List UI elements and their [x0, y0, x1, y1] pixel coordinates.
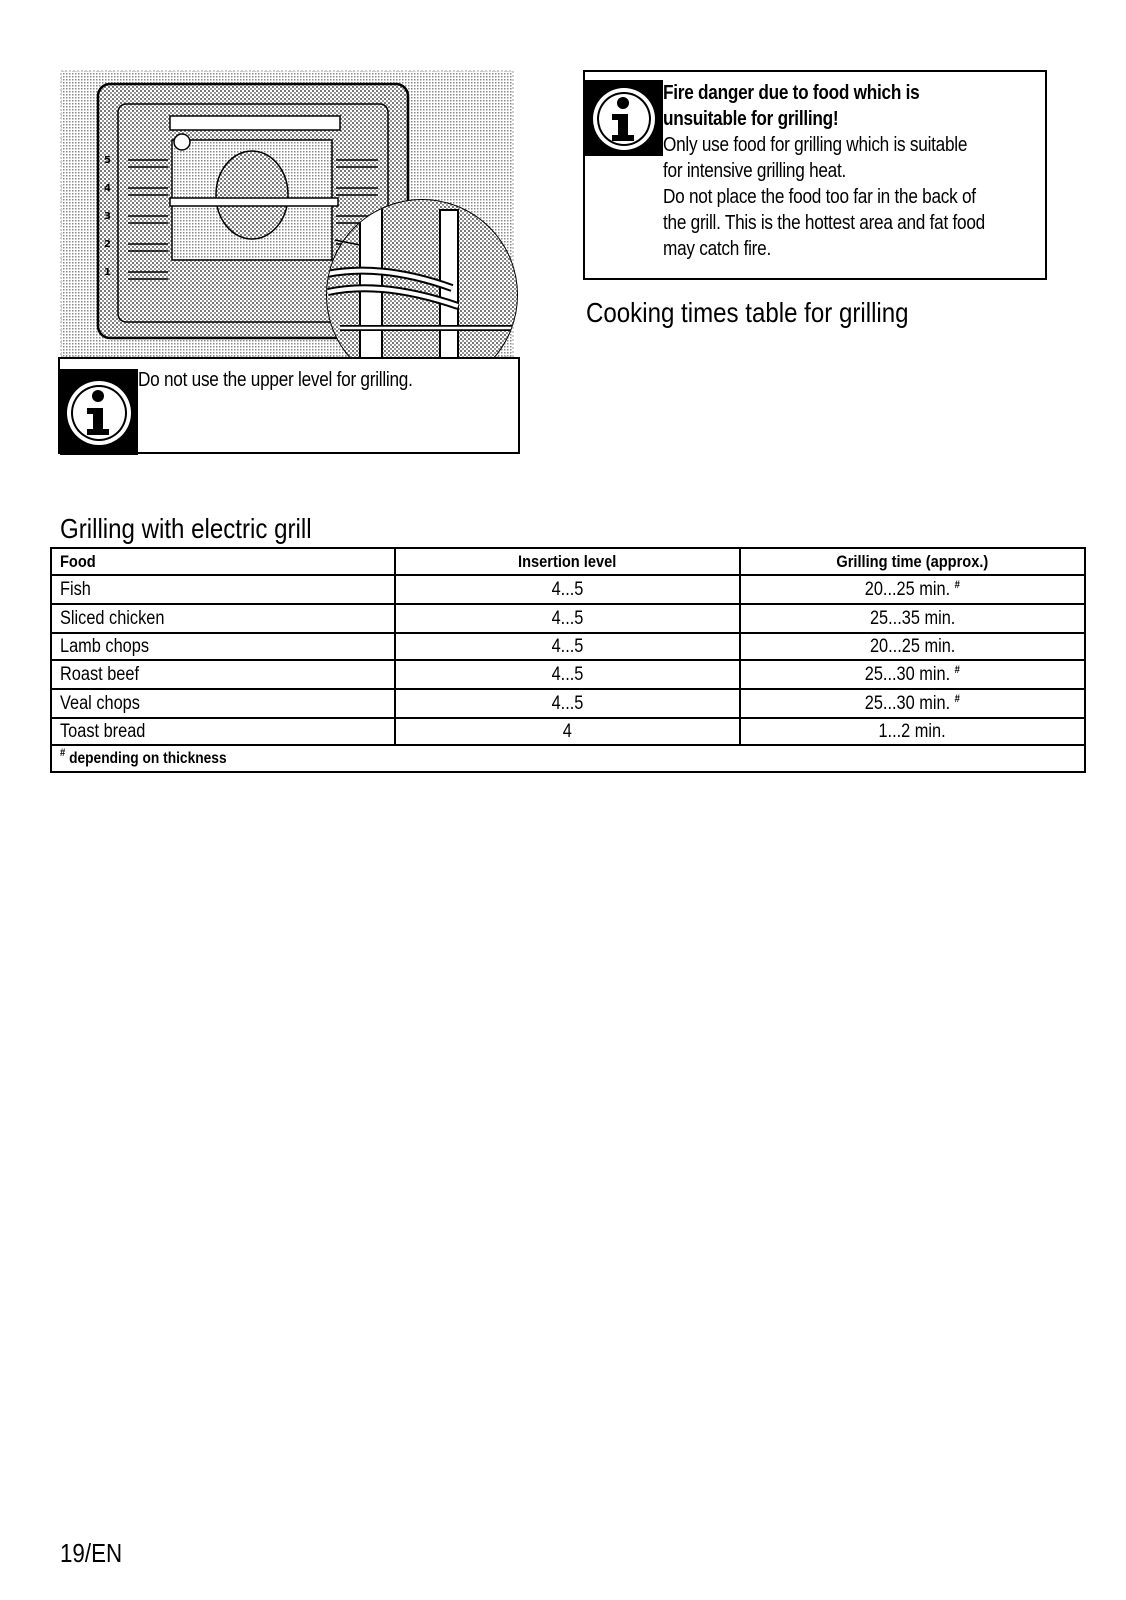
fire-danger-line: Do not place the food too far in the back of [663, 186, 976, 208]
electric-grill-heading: Grilling with electric grill [60, 513, 312, 544]
level-cell: 4...5 [395, 633, 739, 660]
food-cell: Lamb chops [51, 633, 395, 660]
table-footnote: # depending on thickness [51, 745, 1085, 772]
fire-danger-title-line-1: Fire danger due to food which is [663, 82, 920, 104]
time-cell: 25...30 min. # [740, 689, 1085, 718]
fire-danger-box [583, 70, 1047, 280]
grilling-table [50, 547, 1086, 773]
food-cell: Sliced chicken [51, 604, 395, 633]
time-cell: 25...30 min. # [740, 660, 1085, 689]
info-icon [60, 369, 138, 455]
table-row [51, 660, 1085, 689]
column-header-food: Food [51, 548, 395, 575]
table-row [51, 633, 1085, 660]
fire-danger-line: the grill. This is the hottest area and fat food [663, 212, 985, 234]
level-label-2: 2 [104, 239, 111, 250]
level-cell: 4 [395, 718, 739, 745]
time-cell: 1...2 min. [740, 718, 1085, 745]
level-label-5: 5 [104, 155, 111, 166]
food-cell: Roast beef [51, 660, 395, 689]
fire-danger-line: Only use food for grilling which is suitable [663, 134, 968, 156]
level-label-4: 4 [104, 183, 111, 194]
footnote-mark: # [60, 747, 66, 759]
level-cell: 4...5 [395, 689, 739, 718]
time-cell: 20...25 min. # [740, 575, 1085, 604]
footnote-mark: # [954, 693, 960, 705]
table-row [51, 718, 1085, 745]
note-text: Do not use the upper level for grilling. [138, 369, 413, 391]
food-cell: Fish [51, 575, 395, 604]
food-cell: Toast bread [51, 718, 395, 745]
column-header-grilling-time: Grilling time (approx.) [740, 548, 1085, 575]
fire-danger-line: may catch fire. [663, 238, 771, 260]
cooking-times-heading: Cooking times table for grilling [586, 297, 909, 328]
level-label-1: 1 [104, 267, 111, 278]
column-header-insertion-level: Insertion level [395, 548, 739, 575]
oven-illustration [60, 70, 520, 360]
footnote-mark: # [954, 579, 960, 591]
note-info-box [58, 357, 520, 454]
food-cell: Veal chops [51, 689, 395, 718]
fire-danger-title-line-2: unsuitable for grilling! [663, 108, 839, 130]
table-row [51, 575, 1085, 604]
table-row [51, 604, 1085, 633]
page-number: 19/EN [60, 1538, 123, 1568]
table-row [51, 689, 1085, 718]
footnote-mark: # [954, 664, 960, 676]
time-cell: 25...35 min. [740, 604, 1085, 633]
table-header-row [51, 548, 1085, 575]
level-cell: 4...5 [395, 604, 739, 633]
level-label-3: 3 [104, 211, 111, 222]
time-cell: 20...25 min. [740, 633, 1085, 660]
level-cell: 4...5 [395, 660, 739, 689]
fire-danger-line: for intensive grilling heat. [663, 160, 847, 182]
info-icon [585, 80, 663, 156]
table-footnote-row [51, 745, 1085, 772]
level-cell: 4...5 [395, 575, 739, 604]
fire-danger-text [663, 80, 985, 262]
